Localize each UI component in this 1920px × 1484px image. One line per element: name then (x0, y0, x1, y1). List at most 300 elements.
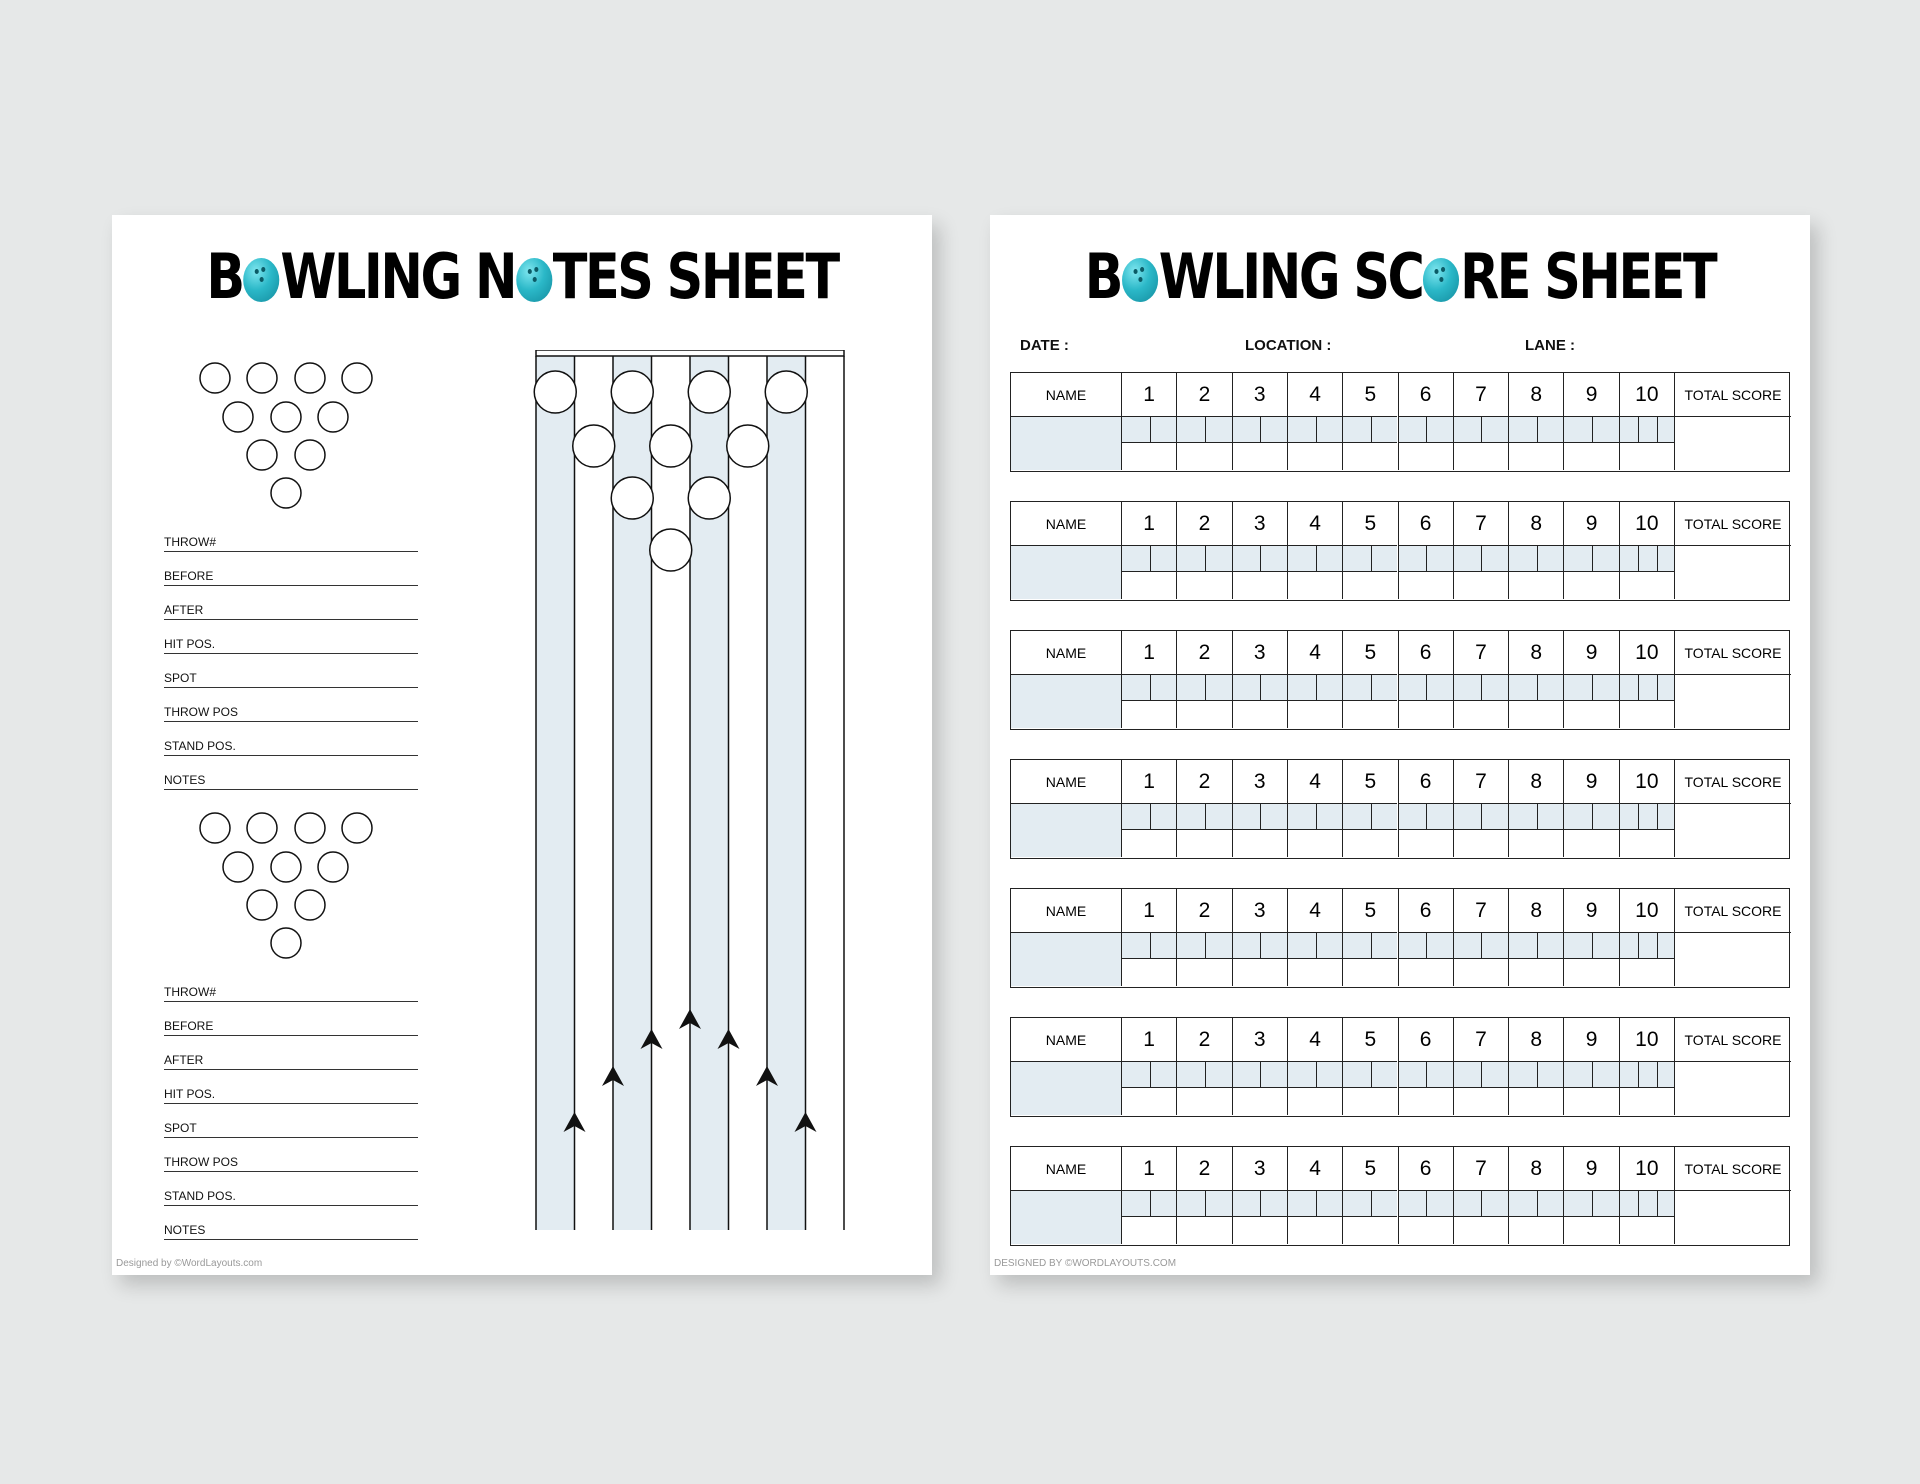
roll-divider (1260, 804, 1261, 830)
total-score-field[interactable] (1674, 933, 1791, 986)
roll-boxes[interactable] (1620, 933, 1674, 959)
frame-header: 1 (1121, 1018, 1176, 1062)
roll-divider (1537, 546, 1538, 572)
score-footer: DESIGNED BY ©WORDLAYOUTS.COM (994, 1258, 1177, 1269)
roll-boxes[interactable] (1233, 675, 1287, 701)
roll-divider (1150, 933, 1151, 959)
roll-divider (1150, 417, 1151, 443)
frame-cell[interactable] (1287, 804, 1342, 857)
frame-cell[interactable] (1232, 804, 1287, 857)
field-label: NOTES (164, 1223, 206, 1237)
roll-divider (1657, 546, 1658, 572)
frame-cell[interactable] (1232, 1191, 1287, 1244)
roll-divider (1371, 1062, 1372, 1088)
notes-field[interactable] (164, 1172, 418, 1206)
roll-boxes[interactable] (1177, 933, 1231, 959)
frame-cell[interactable] (1287, 1062, 1342, 1115)
field-label: THROW POS (164, 1155, 238, 1169)
roll-boxes[interactable] (1122, 546, 1176, 572)
roll-boxes[interactable] (1454, 1062, 1508, 1088)
frame-cell[interactable] (1508, 933, 1563, 986)
notes-field[interactable] (164, 756, 418, 790)
lane-stripe (767, 356, 806, 1230)
roll-boxes[interactable] (1399, 1191, 1453, 1217)
roll-boxes[interactable] (1122, 804, 1176, 830)
frame-cell[interactable] (1232, 675, 1287, 728)
roll-boxes[interactable] (1564, 675, 1618, 701)
roll-boxes[interactable] (1122, 933, 1176, 959)
frame-cell[interactable] (1232, 933, 1287, 986)
frame-cell[interactable] (1508, 1191, 1563, 1244)
frame-cell[interactable] (1619, 804, 1674, 857)
frame-header: 4 (1287, 631, 1342, 675)
roll-divider (1150, 546, 1151, 572)
frame-header: 7 (1453, 1018, 1508, 1062)
frame-cell[interactable] (1453, 933, 1508, 986)
frame-header: 3 (1232, 502, 1287, 546)
roll-divider (1260, 1191, 1261, 1217)
frame-cell[interactable] (1453, 1191, 1508, 1244)
notes-field[interactable] (164, 1036, 418, 1070)
frame-cell[interactable] (1398, 675, 1453, 728)
notes-field[interactable] (164, 518, 418, 552)
roll-divider (1481, 1062, 1482, 1088)
frame-cell[interactable] (1121, 933, 1176, 986)
roll-boxes[interactable] (1509, 1062, 1563, 1088)
frame-header: 2 (1176, 631, 1231, 675)
roll-boxes[interactable] (1399, 933, 1453, 959)
frame-cell[interactable] (1453, 804, 1508, 857)
notes-fields-top (164, 518, 418, 790)
frame-cell[interactable] (1287, 933, 1342, 986)
frame-cell[interactable] (1563, 1062, 1618, 1115)
notes-field[interactable] (164, 1138, 418, 1172)
lane-pin (765, 371, 807, 413)
notes-field[interactable] (164, 552, 418, 586)
frame-cell[interactable] (1619, 1062, 1674, 1115)
roll-divider (1316, 1191, 1317, 1217)
pin-diagram-top (192, 355, 392, 525)
frame-cell[interactable] (1121, 1062, 1176, 1115)
roll-divider (1657, 1191, 1658, 1217)
frame-header: 8 (1508, 1147, 1563, 1191)
frame-header: 2 (1176, 760, 1231, 804)
notes-field[interactable] (164, 654, 418, 688)
frame-cell[interactable] (1563, 546, 1618, 599)
roll-boxes[interactable] (1343, 1191, 1397, 1217)
roll-divider (1638, 417, 1639, 443)
frame-header: 10 (1619, 1018, 1674, 1062)
total-score-field[interactable] (1674, 804, 1791, 857)
frame-header: 10 (1619, 631, 1674, 675)
roll-boxes[interactable] (1509, 417, 1563, 443)
roll-boxes[interactable] (1343, 417, 1397, 443)
frame-cell[interactable] (1398, 804, 1453, 857)
frame-header: 5 (1342, 631, 1397, 675)
roll-divider (1205, 417, 1206, 443)
roll-divider (1205, 1062, 1206, 1088)
frame-cell[interactable] (1453, 417, 1508, 470)
player-name-field[interactable] (1011, 1062, 1121, 1115)
frame-cell[interactable] (1563, 933, 1618, 986)
pin-10 (342, 813, 372, 843)
field-label: THROW# (164, 985, 216, 999)
lane-diagram (532, 350, 847, 1250)
roll-boxes[interactable] (1454, 417, 1508, 443)
frame-cell[interactable] (1563, 1191, 1618, 1244)
field-label: HIT POS. (164, 637, 216, 651)
title-part: WLING N (280, 240, 516, 313)
notes-field[interactable] (164, 1206, 418, 1240)
frame-cell[interactable] (1121, 675, 1176, 728)
roll-divider (1260, 675, 1261, 701)
frame-cell[interactable] (1342, 1062, 1397, 1115)
notes-field[interactable] (164, 968, 418, 1002)
frame-header: 6 (1398, 631, 1453, 675)
roll-boxes[interactable] (1620, 546, 1674, 572)
frame-cell[interactable] (1342, 546, 1397, 599)
roll-boxes[interactable] (1564, 546, 1618, 572)
frame-cell[interactable] (1176, 546, 1231, 599)
frame-cell[interactable] (1121, 1191, 1176, 1244)
roll-divider (1260, 933, 1261, 959)
pin-9 (295, 813, 325, 843)
frame-cell[interactable] (1453, 1062, 1508, 1115)
frame-header: 1 (1121, 889, 1176, 933)
frame-header: 10 (1619, 889, 1674, 933)
player-name-field[interactable] (1011, 417, 1121, 470)
notes-field[interactable] (164, 722, 418, 756)
roll-divider (1537, 1191, 1538, 1217)
frame-cell[interactable] (1232, 546, 1287, 599)
roll-divider (1657, 675, 1658, 701)
roll-boxes[interactable] (1620, 1062, 1674, 1088)
frame-cell[interactable] (1232, 417, 1287, 470)
pin-diagram-bottom (192, 805, 392, 975)
roll-boxes[interactable] (1122, 1191, 1176, 1217)
frame-cell[interactable] (1563, 675, 1618, 728)
lane-top-bar (536, 350, 844, 356)
roll-boxes[interactable] (1509, 933, 1563, 959)
player-name-field[interactable] (1011, 546, 1121, 599)
roll-boxes[interactable] (1454, 804, 1508, 830)
roll-boxes[interactable] (1564, 1062, 1618, 1088)
notes-field[interactable] (164, 688, 418, 722)
frame-cell[interactable] (1619, 1191, 1674, 1244)
frame-cell[interactable] (1176, 933, 1231, 986)
frame-header: 9 (1563, 1018, 1618, 1062)
roll-boxes[interactable] (1343, 675, 1397, 701)
notes-fields-bottom (164, 968, 418, 1240)
roll-boxes[interactable] (1454, 1191, 1508, 1217)
roll-divider (1592, 933, 1593, 959)
score-card (1010, 372, 1790, 472)
roll-divider (1537, 804, 1538, 830)
frame-cell[interactable] (1342, 804, 1397, 857)
roll-divider (1371, 804, 1372, 830)
roll-divider (1260, 1062, 1261, 1088)
roll-divider (1481, 675, 1482, 701)
roll-boxes[interactable] (1620, 804, 1674, 830)
roll-boxes[interactable] (1233, 546, 1287, 572)
frame-cell[interactable] (1563, 417, 1618, 470)
field-label: HIT POS. (164, 1087, 216, 1101)
notes-field[interactable] (164, 1070, 418, 1104)
pin-7 (200, 813, 230, 843)
frame-cell[interactable] (1121, 417, 1176, 470)
pin-6 (318, 852, 348, 882)
frame-cell[interactable] (1619, 417, 1674, 470)
roll-boxes[interactable] (1620, 1191, 1674, 1217)
frame-cell[interactable] (1508, 804, 1563, 857)
roll-divider (1481, 933, 1482, 959)
roll-boxes[interactable] (1177, 804, 1231, 830)
total-score-header: TOTAL SCORE (1674, 1018, 1791, 1062)
frame-cell[interactable] (1232, 1062, 1287, 1115)
roll-divider (1537, 417, 1538, 443)
pin-5 (271, 852, 301, 882)
roll-divider (1592, 546, 1593, 572)
roll-boxes[interactable] (1288, 804, 1342, 830)
roll-boxes[interactable] (1454, 933, 1508, 959)
name-header: NAME (1011, 631, 1121, 675)
frame-header: 8 (1508, 502, 1563, 546)
roll-boxes[interactable] (1122, 417, 1176, 443)
roll-boxes[interactable] (1288, 933, 1342, 959)
roll-divider (1426, 1062, 1427, 1088)
frame-cell[interactable] (1176, 675, 1231, 728)
notes-field[interactable] (164, 1104, 418, 1138)
frame-header: 4 (1287, 502, 1342, 546)
roll-boxes[interactable] (1399, 675, 1453, 701)
frame-cell[interactable] (1453, 546, 1508, 599)
total-score-field[interactable] (1674, 675, 1791, 728)
roll-boxes[interactable] (1177, 1062, 1231, 1088)
roll-boxes[interactable] (1399, 546, 1453, 572)
frame-cell[interactable] (1287, 546, 1342, 599)
frame-cell[interactable] (1176, 417, 1231, 470)
roll-boxes[interactable] (1399, 1062, 1453, 1088)
frame-header: 8 (1508, 1018, 1563, 1062)
pin-2 (247, 890, 277, 920)
pin-10 (342, 363, 372, 393)
lane-pin (688, 477, 730, 519)
roll-boxes[interactable] (1454, 546, 1508, 572)
roll-boxes[interactable] (1122, 1062, 1176, 1088)
frame-cell[interactable] (1398, 546, 1453, 599)
frame-header: 2 (1176, 373, 1231, 417)
frame-header: 5 (1342, 373, 1397, 417)
roll-boxes[interactable] (1343, 933, 1397, 959)
frame-header: 8 (1508, 889, 1563, 933)
roll-boxes[interactable] (1288, 546, 1342, 572)
bowling-ball-icon (1423, 258, 1459, 302)
roll-divider (1316, 417, 1317, 443)
frame-cell[interactable] (1342, 417, 1397, 470)
roll-boxes[interactable] (1399, 804, 1453, 830)
frame-cell[interactable] (1176, 804, 1231, 857)
player-name-field[interactable] (1011, 675, 1121, 728)
frame-cell[interactable] (1619, 675, 1674, 728)
player-name-field[interactable] (1011, 1191, 1121, 1244)
frame-header: 5 (1342, 1147, 1397, 1191)
score-card (1010, 1146, 1790, 1246)
frame-cell[interactable] (1121, 546, 1176, 599)
roll-boxes[interactable] (1177, 675, 1231, 701)
frame-cell[interactable] (1342, 675, 1397, 728)
roll-divider (1638, 804, 1639, 830)
roll-boxes[interactable] (1177, 546, 1231, 572)
roll-divider (1371, 933, 1372, 959)
pin-1 (271, 928, 301, 958)
frame-cell[interactable] (1619, 546, 1674, 599)
player-name-field[interactable] (1011, 804, 1121, 857)
frame-cell[interactable] (1398, 1062, 1453, 1115)
title-part: B (1084, 240, 1122, 313)
field-label: SPOT (164, 1121, 197, 1135)
roll-boxes[interactable] (1343, 804, 1397, 830)
roll-boxes[interactable] (1399, 417, 1453, 443)
roll-divider (1592, 1062, 1593, 1088)
frame-header: 3 (1232, 889, 1287, 933)
roll-boxes[interactable] (1233, 804, 1287, 830)
frame-cell[interactable] (1287, 417, 1342, 470)
title-part: WLING SC (1158, 240, 1423, 313)
frame-header: 7 (1453, 502, 1508, 546)
notes-field[interactable] (164, 620, 418, 654)
frame-cell[interactable] (1508, 675, 1563, 728)
name-header: NAME (1011, 889, 1121, 933)
frame-cell[interactable] (1176, 1191, 1231, 1244)
frame-header: 5 (1342, 760, 1397, 804)
roll-boxes[interactable] (1288, 675, 1342, 701)
roll-divider (1426, 546, 1427, 572)
roll-boxes[interactable] (1233, 933, 1287, 959)
roll-boxes[interactable] (1288, 1062, 1342, 1088)
frame-cell[interactable] (1287, 675, 1342, 728)
frame-cell[interactable] (1563, 804, 1618, 857)
frame-header: 6 (1398, 1018, 1453, 1062)
roll-boxes[interactable] (1509, 546, 1563, 572)
roll-boxes[interactable] (1343, 1062, 1397, 1088)
roll-divider (1481, 417, 1482, 443)
frame-header: 4 (1287, 1147, 1342, 1191)
frame-cell[interactable] (1176, 1062, 1231, 1115)
frame-header: 7 (1453, 1147, 1508, 1191)
field-label: AFTER (164, 603, 204, 617)
frame-header: 9 (1563, 373, 1618, 417)
total-score-field[interactable] (1674, 546, 1791, 599)
roll-boxes[interactable] (1454, 675, 1508, 701)
score-card (1010, 888, 1790, 988)
roll-divider (1537, 675, 1538, 701)
notes-field[interactable] (164, 1002, 418, 1036)
roll-boxes[interactable] (1343, 546, 1397, 572)
pin-2 (247, 440, 277, 470)
frame-cell[interactable] (1121, 804, 1176, 857)
roll-divider (1316, 675, 1317, 701)
frame-cell[interactable] (1453, 675, 1508, 728)
roll-divider (1205, 1191, 1206, 1217)
player-name-field[interactable] (1011, 933, 1121, 986)
frame-cell[interactable] (1398, 417, 1453, 470)
frame-cell[interactable] (1619, 933, 1674, 986)
roll-boxes[interactable] (1564, 933, 1618, 959)
notes-field[interactable] (164, 586, 418, 620)
pin-3 (295, 440, 325, 470)
roll-divider (1426, 804, 1427, 830)
roll-boxes[interactable] (1620, 675, 1674, 701)
roll-boxes[interactable] (1288, 1191, 1342, 1217)
roll-divider (1638, 1062, 1639, 1088)
frame-header: 9 (1563, 1147, 1618, 1191)
frame-header: 4 (1287, 1018, 1342, 1062)
lane-pin (611, 371, 653, 413)
roll-divider (1657, 804, 1658, 830)
roll-divider (1537, 933, 1538, 959)
roll-boxes[interactable] (1288, 417, 1342, 443)
roll-boxes[interactable] (1509, 1191, 1563, 1217)
pin-9 (295, 363, 325, 393)
field-label: SPOT (164, 671, 197, 685)
roll-boxes[interactable] (1233, 1062, 1287, 1088)
frame-cell[interactable] (1398, 933, 1453, 986)
roll-boxes[interactable] (1177, 1191, 1231, 1217)
lane-pin (650, 529, 692, 571)
frame-cell[interactable] (1508, 1062, 1563, 1115)
roll-boxes[interactable] (1564, 417, 1618, 443)
total-score-header: TOTAL SCORE (1674, 889, 1791, 933)
roll-divider (1426, 675, 1427, 701)
frame-header: 7 (1453, 760, 1508, 804)
total-score-field[interactable] (1674, 1191, 1791, 1244)
roll-boxes[interactable] (1122, 675, 1176, 701)
roll-boxes[interactable] (1620, 417, 1674, 443)
roll-divider (1481, 546, 1482, 572)
name-header: NAME (1011, 760, 1121, 804)
lane-pin (573, 425, 615, 467)
total-score-header: TOTAL SCORE (1674, 373, 1791, 417)
frame-header: 10 (1619, 1147, 1674, 1191)
roll-boxes[interactable] (1509, 804, 1563, 830)
name-header: NAME (1011, 1018, 1121, 1062)
pin-3 (295, 890, 325, 920)
field-label: STAND POS. (164, 739, 236, 753)
roll-boxes[interactable] (1564, 1191, 1618, 1217)
total-score-field[interactable] (1674, 417, 1791, 470)
roll-boxes[interactable] (1233, 1191, 1287, 1217)
frame-cell[interactable] (1508, 417, 1563, 470)
frame-header: 6 (1398, 889, 1453, 933)
frame-header: 8 (1508, 760, 1563, 804)
total-score-field[interactable] (1674, 1062, 1791, 1115)
frame-header: 5 (1342, 502, 1397, 546)
roll-divider (1316, 933, 1317, 959)
frame-cell[interactable] (1508, 546, 1563, 599)
roll-boxes[interactable] (1509, 675, 1563, 701)
frame-cell[interactable] (1342, 1191, 1397, 1244)
frame-cell[interactable] (1342, 933, 1397, 986)
frame-cell[interactable] (1287, 1191, 1342, 1244)
frame-cell[interactable] (1398, 1191, 1453, 1244)
roll-divider (1316, 1062, 1317, 1088)
name-header: NAME (1011, 373, 1121, 417)
roll-boxes[interactable] (1177, 417, 1231, 443)
roll-divider (1426, 933, 1427, 959)
name-header: NAME (1011, 502, 1121, 546)
roll-boxes[interactable] (1233, 417, 1287, 443)
roll-boxes[interactable] (1564, 804, 1618, 830)
